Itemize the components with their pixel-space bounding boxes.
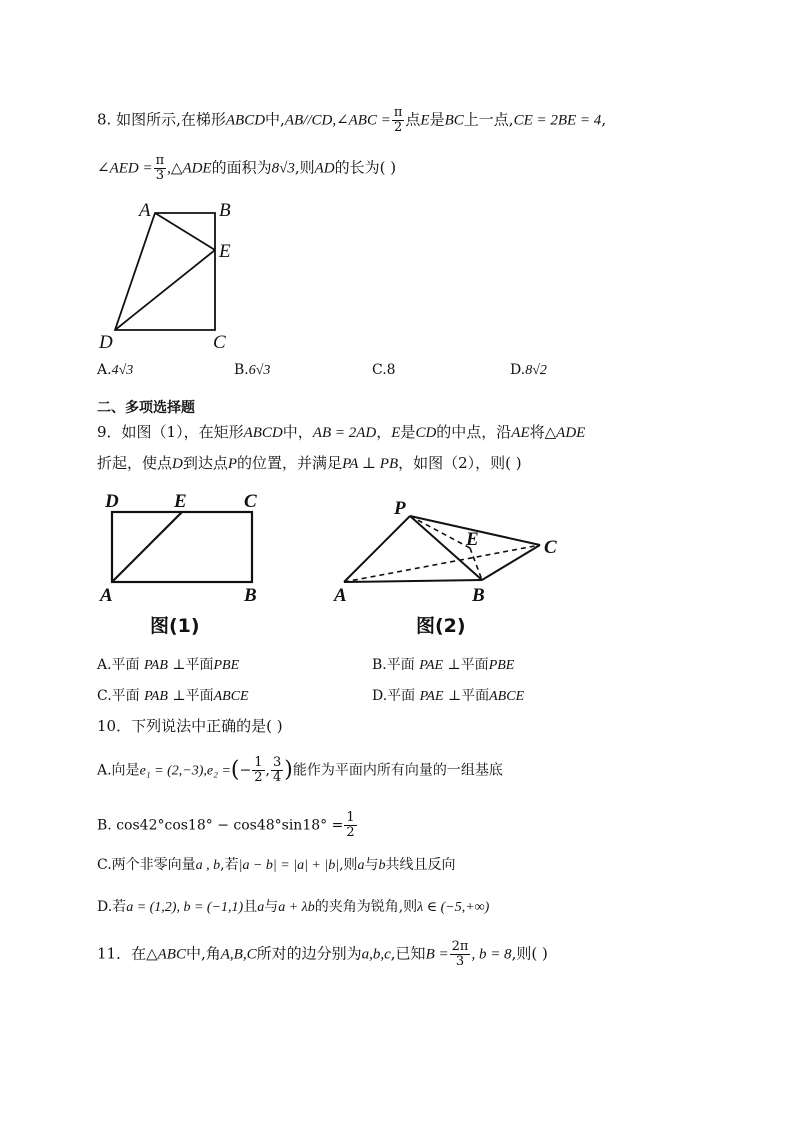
fraction-numerator: 3 <box>272 755 282 770</box>
option-math: |a − b| = |a| + |b| <box>238 858 340 873</box>
q11-math: △ABC <box>146 946 186 963</box>
option-text: ,若 <box>220 857 239 873</box>
fraction-numerator: π <box>155 153 165 168</box>
q9-text: ，如图（2），则( ) <box>398 454 522 472</box>
option-math: a + λb <box>278 900 315 915</box>
q9-math: ABCD <box>243 425 283 441</box>
option-label: A.平面 <box>97 657 140 673</box>
label-b: B <box>244 585 257 606</box>
q9-text: 的位置，并满足 <box>237 454 343 472</box>
q11-math: A,B,C <box>220 946 257 963</box>
option-text: A.向是 <box>97 762 140 779</box>
segment-ae <box>112 512 182 582</box>
q9-math: AB = 2AD <box>312 425 377 441</box>
option-value: 8√2 <box>525 363 547 378</box>
q11-text: 中,角 <box>185 944 221 963</box>
plane-name: PBE <box>488 658 515 673</box>
q8-text: 的长为( ) <box>334 158 397 177</box>
option-text: 且 <box>243 899 258 915</box>
option-value: 4√3 <box>111 363 134 378</box>
section-heading: 二、多项选择题 <box>97 400 195 416</box>
q8-math: AD <box>314 160 335 177</box>
q9-figure-2 <box>330 490 570 640</box>
q8-text: , <box>601 110 607 129</box>
option-text: C.两个非零向量 <box>97 857 196 873</box>
option-math: a = (1,2), b = (−1,1) <box>126 900 244 915</box>
option-math: b <box>378 858 386 873</box>
q11-math: , b = 8 <box>471 946 512 963</box>
q10-stem: 10．下列说法中正确的是( ) <box>97 717 283 735</box>
fraction-denominator: 2 <box>393 120 403 135</box>
label-a: A <box>100 585 113 606</box>
label-c: C <box>544 537 557 558</box>
fraction-numerator: 1 <box>346 810 355 825</box>
option-label: B.平面 <box>372 657 415 673</box>
q8-math: BC <box>444 112 464 129</box>
paren-left: ( <box>230 757 240 783</box>
q9-option-c[interactable] <box>97 685 249 705</box>
option-text: B. <box>97 817 112 834</box>
q8-line1 <box>97 106 606 135</box>
option-text: 能作为平面内所有向量的一组基底 <box>292 762 503 779</box>
q8-text: 点 <box>405 110 421 129</box>
option-text: D.若 <box>97 899 127 915</box>
q9-math: D <box>172 456 183 472</box>
q11-text: 11．在 <box>97 944 147 963</box>
q9-text: 将△ <box>529 423 557 441</box>
q8-math: ,△ADE <box>167 160 212 177</box>
q8-math: 8√3 <box>271 160 295 177</box>
label-e: E <box>219 241 231 262</box>
q8-number: 8. <box>97 110 112 129</box>
q9-math: PA ⊥ PB <box>342 456 399 472</box>
option-text: 与 <box>364 857 379 873</box>
label-c: C <box>244 491 257 512</box>
segment-de <box>115 250 215 330</box>
fraction-numerator: π <box>393 105 403 120</box>
q9-text: ， <box>376 423 392 441</box>
q8-text: 如图所示,在梯形 <box>116 110 226 129</box>
q8-math: ∠AED = <box>97 160 153 177</box>
plane-name: PAE <box>419 658 444 673</box>
q10-option-b[interactable] <box>97 811 358 840</box>
q8-option-d[interactable] <box>510 362 547 379</box>
q11-math: a,b,c <box>361 946 391 963</box>
option-math: λ ∈ (−5,+∞) <box>417 900 490 915</box>
q9-text: 的中点，沿 <box>436 423 512 441</box>
fraction-numerator: 1 <box>254 755 263 770</box>
q8-option-b[interactable] <box>234 362 270 379</box>
option-label: D. <box>510 362 526 378</box>
q9-text: 是 <box>400 423 416 441</box>
label-a: A <box>139 200 151 221</box>
q8-math: ABCD <box>225 112 266 129</box>
segment-ae <box>155 213 215 250</box>
q11-text: ,已知 <box>390 944 426 963</box>
q8-text: 的面积为 <box>211 158 272 177</box>
q9-line1 <box>97 422 585 443</box>
q8-trapezoid-figure <box>95 195 255 355</box>
q8-text: 中, <box>265 110 285 129</box>
q8-option-a[interactable] <box>97 362 133 379</box>
option-value: 8 <box>386 362 396 378</box>
trapezoid-abcd <box>115 213 215 330</box>
rectangle-abcd <box>112 512 252 582</box>
option-text: ,则 <box>339 857 358 873</box>
plane-name: PBE <box>213 658 240 673</box>
edge-ab <box>344 580 482 582</box>
q9-figure-1 <box>98 486 278 638</box>
option-math: e₁ = (2,−3), <box>139 763 207 779</box>
option-text: 的夹角为锐角,则 <box>314 899 418 915</box>
q9-line2 <box>97 453 522 474</box>
q8-text: 上一点, <box>463 110 514 129</box>
label-b: B <box>219 200 231 221</box>
fraction <box>450 940 471 969</box>
fraction <box>392 106 405 135</box>
q9-text: 中， <box>282 423 313 441</box>
q9-option-b[interactable] <box>372 654 514 674</box>
q11-stem <box>97 940 548 969</box>
option-math: a <box>257 900 265 915</box>
q10-option-d[interactable] <box>97 897 489 918</box>
label-d: D <box>105 491 119 512</box>
label-e: E <box>174 491 187 512</box>
fraction-denominator: 2 <box>254 770 263 785</box>
label-a: A <box>334 585 347 606</box>
label-p: P <box>394 498 406 519</box>
option-label: A. <box>97 362 112 378</box>
q8-math: CE = 2BE = 4 <box>513 112 602 129</box>
fraction-denominator: 3 <box>155 168 165 183</box>
q10-option-c[interactable] <box>97 855 456 876</box>
q11-text: 所对的边分别为 <box>256 944 362 963</box>
plane-name: PAB <box>144 689 168 704</box>
q8-math: ,∠ABC = <box>332 112 391 129</box>
option-text: ⊥平面 <box>447 657 489 673</box>
q11-math: B = <box>425 946 449 963</box>
option-label: B. <box>234 362 249 378</box>
q8-line2 <box>97 154 396 183</box>
q9-option-d[interactable] <box>372 685 524 705</box>
label-c: C <box>213 332 226 353</box>
plane-name: ABCE <box>489 689 525 704</box>
option-text: ⊥平面 <box>447 688 490 704</box>
figure-caption-1: 图(1) <box>150 615 200 637</box>
fraction <box>154 154 167 183</box>
fraction-denominator: 3 <box>455 954 465 969</box>
label-d: D <box>99 332 113 353</box>
option-text: 共线且反向 <box>385 857 456 873</box>
option-math: a <box>357 858 365 873</box>
q9-text: 折起，使点 <box>97 454 173 472</box>
plane-name: ABCE <box>213 689 249 704</box>
q9-text: 9．如图（1），在矩形 <box>97 423 244 441</box>
q8-text: ,则 <box>294 158 315 177</box>
fraction-denominator: 4 <box>272 770 282 785</box>
plane-name: PAB <box>144 658 168 673</box>
q9-option-a[interactable] <box>97 654 239 674</box>
q9-math: CD <box>415 425 437 441</box>
q9-math: AE <box>511 425 530 441</box>
fraction-denominator: 2 <box>346 825 355 840</box>
q8-math: AB//CD <box>284 112 333 129</box>
q9-math: E <box>391 425 401 441</box>
q11-text: ,则( ) <box>511 944 548 963</box>
edge-bc <box>482 545 540 580</box>
option-label: D.平面 <box>372 688 416 704</box>
label-b: B <box>472 585 485 606</box>
paren-right: ) <box>284 757 293 783</box>
fraction-numerator: 2π <box>451 939 469 954</box>
option-value: 6√3 <box>248 363 271 378</box>
option-label: C. <box>372 362 387 378</box>
option-label: C.平面 <box>97 688 140 704</box>
plane-name: PAE <box>419 689 444 704</box>
figure-caption-2: 图(2) <box>416 615 466 637</box>
q8-option-c[interactable] <box>372 362 396 378</box>
q9-text: 到达点 <box>182 454 228 472</box>
q8-math: E <box>420 112 430 129</box>
q10-option-a[interactable]: A.向是e₁ = (2,−3),e₂ =(− $\frac{1}{2}$ , $\frac{3}{4}$ )能作为平面内所有向量的一组基底 <box>97 755 503 785</box>
option-math: e₂ = <box>206 763 231 779</box>
option-text: ⊥平面 <box>172 657 214 673</box>
option-math: cos42°cos18° − cos48°sin18° = <box>116 817 344 834</box>
q9-math: ADE <box>556 425 586 441</box>
fraction <box>271 756 283 785</box>
q8-text: 是 <box>429 110 445 129</box>
label-e: E <box>466 529 479 550</box>
option-text: 与 <box>264 899 279 915</box>
fraction <box>344 811 356 840</box>
q9-math: P <box>227 456 238 472</box>
option-math: a , b <box>195 858 221 873</box>
fraction <box>252 756 264 785</box>
option-text: ⊥平面 <box>172 688 214 704</box>
